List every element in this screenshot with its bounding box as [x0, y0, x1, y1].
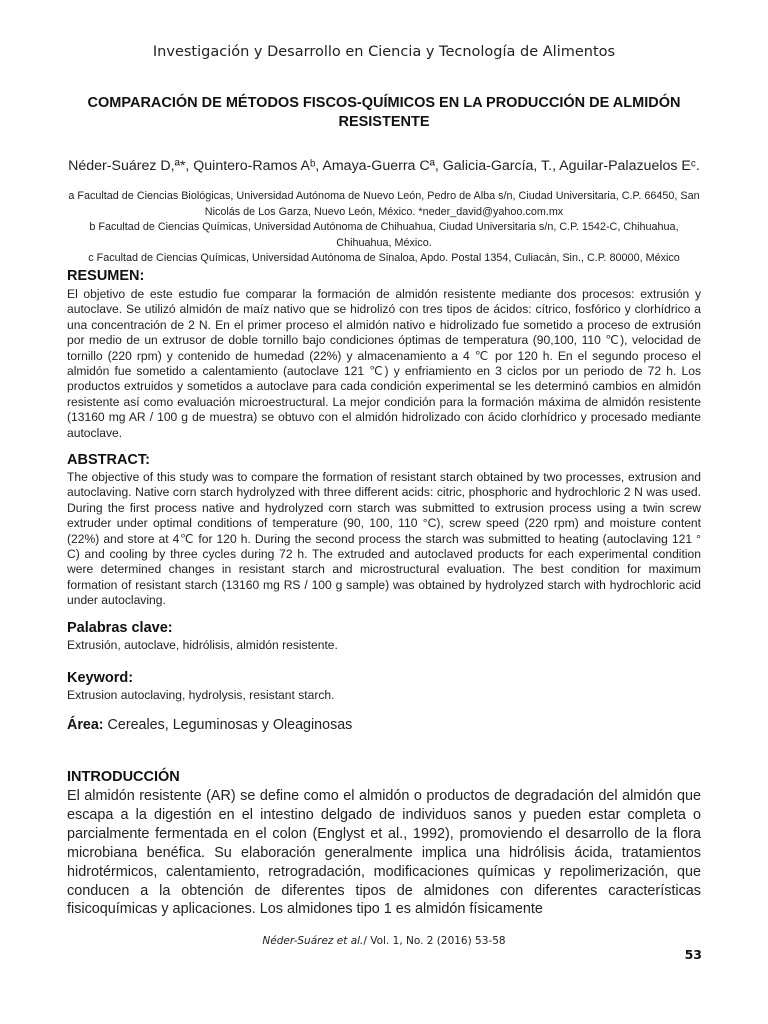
footer-authors: Néder-Suárez et al. — [262, 935, 364, 947]
affiliation-b: b Facultad de Ciencias Químicas, Universidad Autónoma de Chihuahua, Ciudad Universitaria s/n, C.P. 1542-C, Chihuahua, Chihuahua, México. — [89, 221, 679, 249]
abstract-heading: ABSTRACT: — [67, 452, 150, 468]
footer-volume: / Vol. 1, No. 2 (2016) 53-58 — [363, 935, 506, 947]
affiliations — [66, 189, 702, 267]
footer-citation — [0, 935, 768, 947]
abstract-text: The objective of this study was to compare the formation of resistant starch obtained by two processes, extrusion and autoclaving. Native corn starch hydrolyzed with three different acids: citric, phosphoric and hydrochloric 2 N was used. During the first process native and hydrolyzed corn starch was submitted to extrusion process using a twin screw extruder under optimal conditions of temperature (90, 100, 110 °C), screw speed (220 rpm) and moisture content (22%) and store at 4℃ for 120 h. During the second process the starch was submitted to heating (autoclaving 121 ° C) and cooling by three cycles during 72 h. The extruded and autoclaved products for each experimental condition were determined changes in resistant starch and microstructural evaluation. The best condition for maximum formation of resistant starch (13160 mg RS / 100 g sample) was obtained by hydrolyzed starch with hydrochloric acid under autoclaving. — [67, 470, 701, 608]
paper-title: COMPARACIÓN DE MÉTODOS FISCOS-QUÍMICOS EN LA PRODUCCIÓN DE ALMIDÓN RESISTENTE — [87, 95, 681, 130]
area-value: Cereales, Leguminosas y Oleaginosas — [107, 717, 353, 733]
journal-header: Investigación y Desarrollo en Ciencia y Tecnología de Alimentos — [152, 44, 616, 60]
author-list: Néder-Suárez D,ª*, Quintero-Ramos Aᵇ, Amaya-Guerra Cª, Galicia-García, T., Aguilar-Palazuelos Eᶜ. — [68, 158, 700, 174]
introduccion-text: El almidón resistente (AR) se define como el almidón o productos de degradación del almidón que escapa a la digestión en el intestino delgado de individuos sanos y pueden estar completa o parcialmente fermentada en el colon (Englyst et al., 1992), promoviendo el desarrollo de la flora microbiana benéfica. Su elaboración generalmente implica una hidrólisis ácida, tratamientos hidrotérmicos, calentamiento, retrogradación, modificaciones químicas y repolimerización, que conducen a la obtención de diferentes tipos de almidones con diferentes características fisicoquímicas y aplicaciones. Los almidones tipo 1 es almidón físicamente — [67, 788, 701, 918]
palabras-clave-heading: Palabras clave: — [67, 620, 173, 636]
affiliation-c: c Facultad de Ciencias Químicas, Universidad Autónoma de Sinaloa, Apdo. Postal 1354, Culiacán, Sin., C.P. 80000, México — [88, 252, 680, 265]
palabras-clave-text: Extrusión, autoclave, hidrólisis, almidón resistente. — [67, 638, 338, 652]
affiliation-a: a Facultad de Ciencias Biológicas, Universidad Autónoma de Nuevo León, Pedro de Alba s/n, Ciudad Universitaria, C.P. 66450, San Nicolás de Los Garza, Nuevo León, México. *neder_david@yahoo.com.mx — [68, 190, 700, 218]
resumen-text: El objetivo de este estudio fue comparar la formación de almidón resistente mediante dos procesos: extrusión y autoclave. Se utilizó almidón de maíz nativo que se hidrolizó con tres tipos de ácidos: cítrico, fosfórico y clorhídrico a una concentración de 2 N. En el primer proceso el almidón nativo e hidrolizado fue sometido a proceso de extrusión por medio de un extrusor de doble tornillo bajo condiciones óptimas de temperatura (90,100, 110 ℃), velocidad de tornillo (220 rpm) y contenido de humedad (22%) y almacenamiento a 4 ℃ por 120 h. En el segundo proceso el almidón fue sometido a calentamiento (autoclave 121 ℃) y enfriamiento en 3 ciclos por un periodo de 72 h. Los productos extruidos y sometidos a autoclave para cada condición experimental se les determinó cambios en almidón resistente así como evaluación microestructural. La mejor condición para la formación máxima de almidón resistente (13160 mg AR / 100 g de muestra) se obtuvo con el almidón hidrolizado con ácido clorhídrico y procesado mediante autoclave. — [67, 287, 701, 440]
keyword-heading: Keyword: — [67, 670, 134, 686]
page-number: 53 — [684, 947, 702, 962]
area-line — [67, 717, 352, 733]
keyword-text: Extrusion autoclaving, hydrolysis, resistant starch. — [67, 688, 335, 702]
introduccion-heading: INTRODUCCIÓN — [67, 769, 180, 785]
resumen-heading: RESUMEN: — [67, 268, 145, 284]
area-label: Área: — [67, 717, 104, 733]
